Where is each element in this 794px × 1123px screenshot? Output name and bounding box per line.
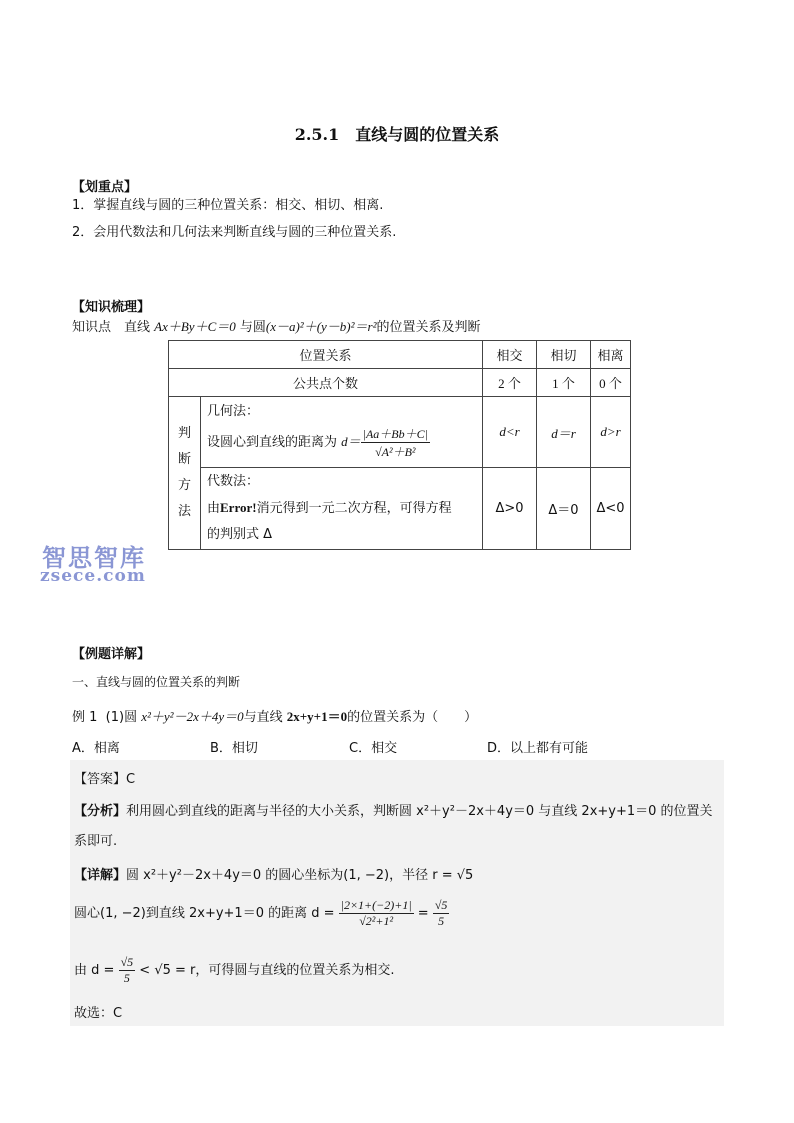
key-point-1: 1．掌握直线与圆的三种位置关系：相交、相切、相离.: [72, 198, 384, 213]
algebraic-method-line2: 的判别式 Δ: [207, 527, 273, 542]
distance-formula-denominator: √A²＋B²: [375, 445, 416, 459]
geometric-method-text: [207, 425, 482, 460]
example-1-question: [72, 706, 477, 725]
geo-tangent: d＝r: [537, 397, 591, 468]
geo-separate: d>r: [591, 397, 631, 468]
algebraic-method-line1: [207, 495, 482, 522]
knowledge-heading: 【知识梳理】: [72, 300, 151, 315]
example-suffix: 的位置关系为（ ）: [347, 710, 478, 725]
judge-char-3: 方: [177, 478, 191, 493]
distance-calc-fraction: [339, 898, 414, 929]
row-common-points-label: 公共点个数: [169, 369, 483, 397]
detail-line3-pre: 由 d =: [74, 963, 115, 978]
geometric-distance-var: d＝: [341, 434, 361, 449]
knowledge-intro: [72, 316, 481, 335]
example-label: 例 1: [72, 710, 98, 725]
compare-denominator: 5: [123, 971, 130, 985]
distance-result-fraction: [433, 898, 450, 929]
section-title: 一、直线与圆的位置关系的判断: [72, 675, 241, 689]
judge-char-4: 法: [177, 504, 191, 519]
final-choice: 故选：C: [74, 1006, 123, 1021]
distance-result-denominator: 5: [438, 914, 445, 928]
example-line-eq: 2x+y+1＝0: [286, 709, 348, 724]
option-d: D．以上都有可能: [487, 741, 589, 756]
table-header-label: 位置关系: [169, 341, 483, 369]
judge-char-1: 判: [177, 426, 191, 441]
judge-char-2: 断: [177, 452, 191, 467]
table-header-separate: 相离: [591, 341, 631, 369]
distance-result-numerator: √5: [434, 898, 448, 912]
analysis-line-2: 系即可.: [74, 834, 118, 849]
intro-mid: 与圆: [235, 320, 266, 335]
detail-line-3: [74, 955, 395, 986]
example-circle-eq: x²＋y²－2x＋4y＝0: [141, 709, 244, 724]
common-points-separate: 0 个: [591, 369, 631, 397]
example-mid: 与直线: [243, 710, 287, 725]
algebraic-prefix: 由: [207, 501, 221, 516]
analysis-line-1: [74, 800, 713, 819]
option-b: B．相切: [210, 741, 258, 756]
table-header-intersect: 相交: [483, 341, 537, 369]
option-c: C．相交: [349, 741, 398, 756]
compare-fraction: [119, 955, 136, 986]
distance-calc-numerator: |2×1+(−2)+1|: [340, 898, 412, 912]
intro-suffix: 的位置关系及判断: [376, 320, 481, 335]
watermark-logo-text: 智思智库: [42, 543, 146, 572]
alg-intersect: Δ>0: [483, 468, 537, 550]
geo-intersect: d<r: [483, 397, 537, 468]
option-a: A．相离: [72, 741, 120, 756]
algebraic-method-title: 代数法：: [207, 474, 260, 489]
alg-separate: Δ<0: [591, 468, 631, 550]
geometric-distance-text: 设圆心到直线的距离为: [207, 435, 338, 450]
detail-line-1: [74, 864, 473, 883]
watermark-url: zsece.com: [40, 566, 146, 586]
intro-line-formula: Ax＋By＋C＝0: [154, 319, 236, 334]
algebraic-method-cell: [201, 468, 483, 550]
geometric-method-cell: [201, 397, 483, 468]
detail-text-1: 圆 x²＋y²－2x＋4y＝0 的圆心坐标为(1, −2)，半径 r = √5: [126, 868, 474, 883]
common-points-intersect: 2 个: [483, 369, 537, 397]
detail-label: 【详解】: [74, 868, 127, 883]
detail-line-2: [74, 898, 449, 929]
analysis-text: 利用圆心到直线的距离与半径的大小关系，判断圆 x²＋y²－2x＋4y＝0 与直线 2x+y+1＝0 的位置关: [126, 804, 713, 819]
table-header-tangent: 相切: [537, 341, 591, 369]
examples-heading: 【例题详解】: [72, 647, 151, 662]
geometric-method-title: 几何法：: [207, 404, 260, 419]
analysis-label: 【分析】: [74, 804, 127, 819]
detail-line3-post: < √5 = r，可得圆与直线的位置关系为相交.: [139, 963, 395, 978]
distance-calc-denominator: √2²+1²: [359, 914, 394, 928]
alg-tangent: Δ＝0: [537, 468, 591, 550]
distance-formula: [361, 425, 430, 460]
detail-line2-eq: =: [417, 906, 429, 921]
judge-method-label: [169, 397, 201, 550]
detail-line2-pre: 圆心(1, −2)到直线 2x+y+1＝0 的距离 d =: [74, 906, 335, 921]
algebraic-suffix: 消元得到一元二次方程，可得方程: [256, 501, 452, 516]
common-points-tangent: 1 个: [537, 369, 591, 397]
page-title: 2.5.1 直线与圆的位置关系: [294, 125, 500, 144]
key-point-2: 2．会用代数法和几何法来判断直线与圆的三种位置关系.: [72, 225, 397, 240]
example-pre: (1)圆: [105, 710, 142, 725]
key-points-heading: 【划重点】: [72, 180, 138, 195]
error-marker: Error!: [220, 500, 257, 515]
knowledge-table: [168, 340, 631, 550]
distance-formula-numerator: |Aa＋Bb＋C|: [362, 427, 428, 441]
intro-prefix: 知识点 直线: [72, 320, 155, 335]
answer: 【答案】C: [74, 772, 136, 787]
compare-numerator: √5: [120, 955, 134, 969]
intro-circle-formula: (x－a)²＋(y－b)²＝r²: [265, 319, 377, 334]
